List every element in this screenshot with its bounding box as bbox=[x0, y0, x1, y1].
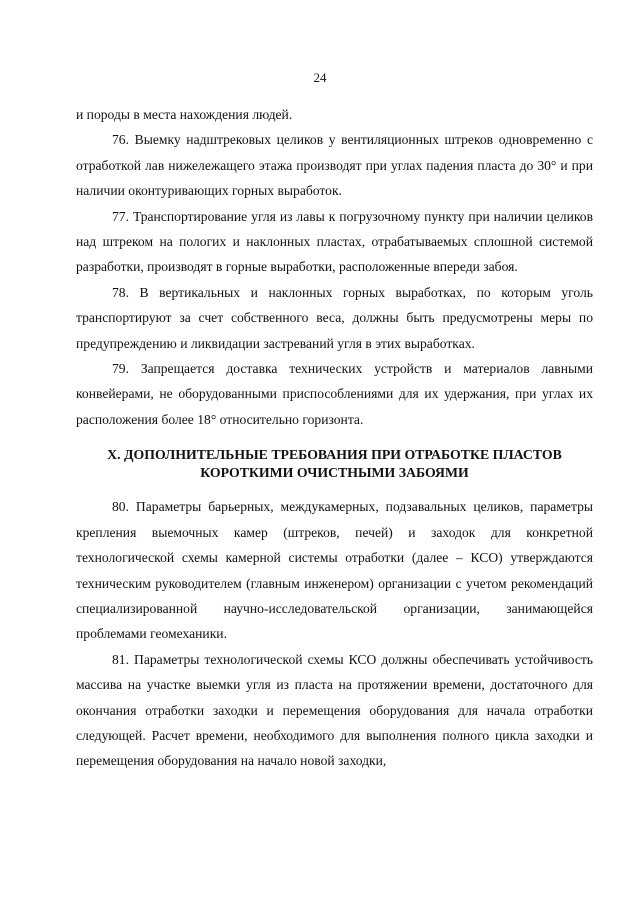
paragraph-81: 81. Параметры технологической схемы КСО должны обеспечивать устойчивость массива на участке выемки угля из пласта на протяжении времени, достаточного для окончания отработки заходки и перемещения оборудования для начала отработки следующей. Расчет времени, необходимого для выполнения полного цикла заходки и перемещения оборудования на начало новой заходки, bbox=[76, 651, 593, 769]
paragraph-80: 80. Параметры барьерных, междукамерных, подзавальных целиков, параметры крепления выемочных камер (штреков, печей) и заходок для конкретной технологической схемы камерной системы отработки (далее – КСО) утверждаются техническим руководителем (главным инженером) организации с учетом рекомендаций специализированной научно-исследовательской организации, занимающейся проблемами геомеханики. bbox=[76, 499, 593, 642]
paragraph-78: 78. В вертикальных и наклонных горных выработках, по которым уголь транспортируют за счет собственного веса, должны быть предусмотрены меры по предупреждению и ликвидации застреваний угля в этих выработках. bbox=[76, 284, 593, 351]
paragraph-77: 77. Транспортирование угля из лавы к погрузочному пункту при наличии целиков над штреком на пологих и наклонных пластах, отрабатываемых сплошной системой разработки, производят в горные выработки, расположенные впереди забоя. bbox=[76, 208, 593, 275]
paragraph-76: 76. Выемку надштрековых целиков у вентиляционных штреков одновременно с отработкой лав нижележащего этажа производят при углах падения пласта до 30° и при наличии оконтуривающих горных выработок. bbox=[76, 132, 593, 199]
page-body bbox=[76, 102, 593, 774]
section-heading-line-1: X. ДОПОЛНИТЕЛЬНЫЕ ТРЕБОВАНИЯ ПРИ ОТРАБОТКЕ ПЛАСТОВ bbox=[107, 447, 562, 463]
section-heading bbox=[76, 446, 593, 482]
section-heading-line-2: КОРОТКИМИ ОЧИСТНЫМИ ЗАБОЯМИ bbox=[200, 465, 469, 481]
page-number: 24 bbox=[313, 70, 327, 85]
paragraph-continuation: и породы в места нахождения людей. bbox=[76, 107, 293, 122]
paragraph-79: 79. Запрещается доставка технических устройств и материалов лавными конвейерами, не оборудованными приспособлениями для их удержания, при углах их расположения более 18° относительно горизонта. bbox=[76, 361, 593, 427]
